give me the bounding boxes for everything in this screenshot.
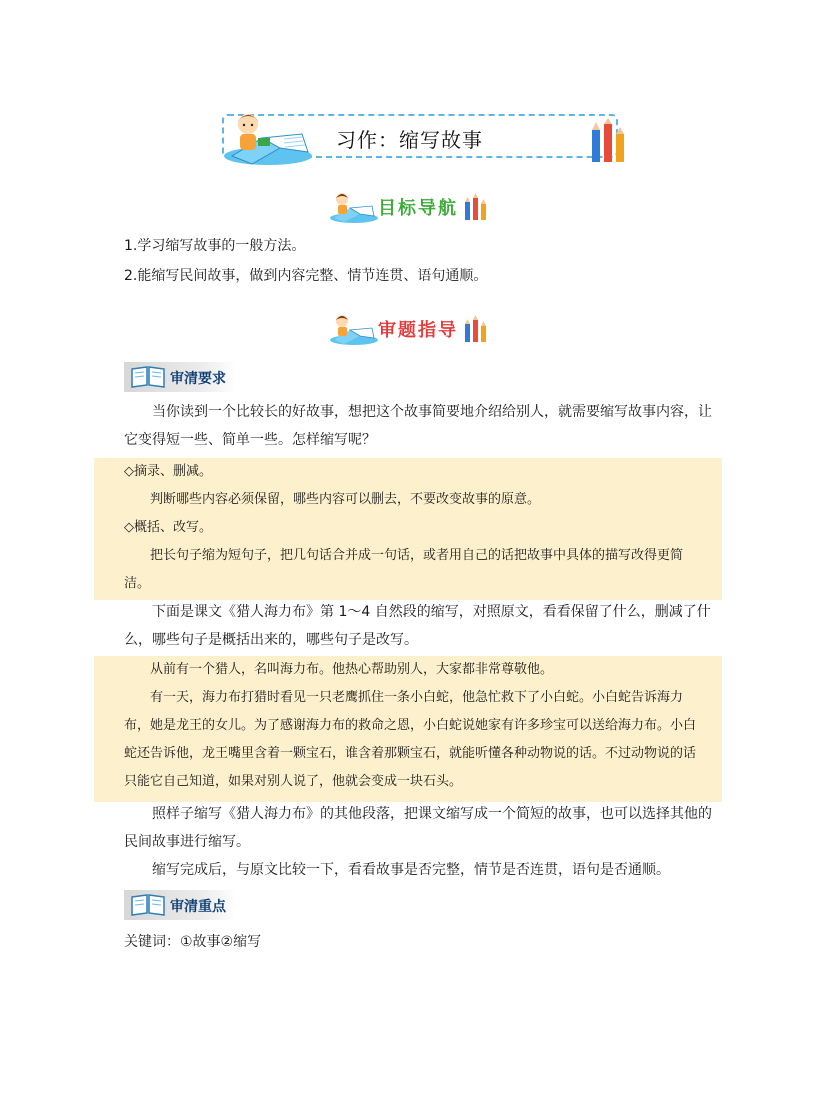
example-line-2: 有一天，海力布打猎时看见一只老鹰抓住一条小白蛇，他急忙救下了小白蛇。小白蛇告诉海力布，她是龙王的女儿。为了感谢海力布的救命之恩，小白蛇说她家有许多珍宝可以送给海力布。小白蛇还告诉他，龙王嘴里含着一颗宝石，谁含着那颗宝石，就能听懂各种动物说的话。不过动物说的话只能它自己知道，如果对别人说了，他就会变成一块石头。 (124, 690, 697, 789)
method-line-2: 判断哪些内容必须保留，哪些内容可以删去，不要改变故事的原意。 (150, 492, 541, 507)
task-paragraph: 照样子缩写《猎人海力布》的其他段落，把课文缩写成一个简短的故事，也可以选择其他的民间故事进行缩写。 (124, 806, 712, 850)
pencils-icon (586, 118, 630, 166)
open-book-icon (130, 893, 166, 917)
subheading-key-points (124, 890, 236, 920)
section-review-title: 审题指导 (378, 320, 458, 341)
example-line-1: 从前有一个猎人，名叫海力布。他热心帮助别人，大家都非常尊敬他。 (150, 662, 554, 677)
goal-item-2: 2.能缩写民间故事，做到内容完整、情节连贯、语句通顺。 (124, 268, 488, 284)
section-goals-title: 目标导航 (378, 198, 458, 219)
example-block (94, 656, 722, 802)
check-paragraph: 缩写完成后，与原文比较一下，看看故事是否完整，情节是否连贯，语句是否通顺。 (152, 862, 670, 878)
page-title: 习作：缩写故事 (336, 128, 483, 152)
open-book-icon (130, 365, 166, 389)
method-line-1: ◇摘录、删减。 (124, 464, 212, 479)
keywords-line: 关键词：①故事②缩写 (124, 934, 262, 950)
subheading-key-points-text: 审清重点 (170, 899, 226, 915)
section-review-heading (326, 312, 492, 346)
pencils-icon (462, 192, 492, 222)
pencils-icon (462, 314, 492, 344)
girl-reading-icon (326, 190, 378, 224)
girl-reading-icon (326, 312, 378, 346)
subheading-requirements (124, 362, 236, 392)
goal-item-1: 1.学习缩写故事的一般方法。 (124, 238, 306, 254)
methods-block (94, 458, 722, 600)
example-intro-paragraph: 下面是课文《猎人海力布》第 1～4 自然段的缩写，对照原文，看看保留了什么，删减了什么，哪些句子是概括出来的，哪些句子是改写。 (124, 604, 711, 648)
method-line-4: 把长句子缩为短句子，把几句话合并成一句话，或者用自己的话把故事中具体的描写改得更简洁。 (124, 548, 684, 591)
method-line-3: ◇概括、改写。 (124, 520, 212, 535)
girl-reading-icon (222, 108, 314, 168)
subheading-requirements-text: 审清要求 (170, 371, 226, 387)
section-goals-heading (326, 190, 492, 224)
intro-paragraph: 当你读到一个比较长的好故事，想把这个故事简要地介绍给别人，就需要缩写故事内容，让它变得短一些、简单一些。怎样缩写呢？ (124, 404, 712, 448)
